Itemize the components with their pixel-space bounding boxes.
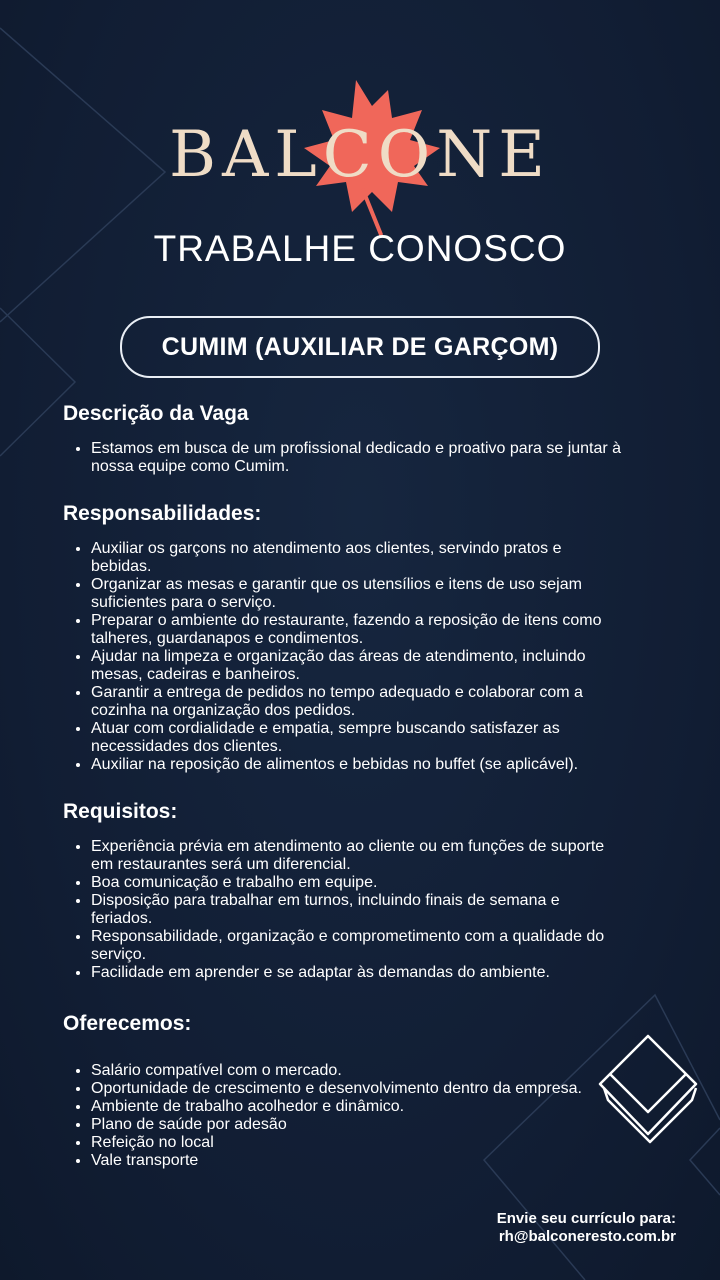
list-item: • Estamos em busca de um profissional dedicado e proativo para se juntar à nossa equipe como Cumim.	[91, 440, 623, 476]
list-item: • Auxiliar na reposição de alimentos e bebidas no buffet (se aplicável).	[91, 756, 623, 774]
offers-heading: Oferecemos:	[63, 1012, 192, 1035]
list-item: • Organizar as mesas e garantir que os utensílios e itens de uso sejam suficientes para o serviço.	[91, 576, 623, 612]
list-item: • Ambiente de trabalho acolhedor e dinâmico.	[91, 1098, 623, 1116]
contact-label: Envie seu currículo para:	[496, 1210, 676, 1227]
list-item: • Experiência prévia em atendimento ao cliente ou em funções de suporte em restaurantes será um diferencial.	[91, 838, 623, 874]
brand-logo-text: BALCONE	[169, 118, 551, 192]
offers-list	[63, 1062, 623, 1170]
offers-section	[63, 1012, 623, 1170]
list-item: • Disposição para trabalhar em turnos, incluindo finais de semana e feriados.	[91, 892, 623, 928]
list-item: • Refeição no local	[91, 1134, 623, 1152]
list-item: • Garantir a entrega de pedidos no tempo adequado e colaborar com a cozinha na organização dos pedidos.	[91, 684, 623, 720]
job-content	[63, 402, 623, 1170]
description-heading: Descrição da Vaga	[63, 402, 249, 425]
list-item: • Facilidade em aprender e se adaptar às demandas do ambiente.	[91, 964, 623, 982]
list-item: • Oportunidade de crescimento e desenvolvimento dentro da empresa.	[91, 1080, 623, 1098]
job-title: CUMIM (AUXILIAR DE GARÇOM)	[161, 332, 559, 361]
list-item: • Ajudar na limpeza e organização das áreas de atendimento, incluindo mesas, cadeiras e banheiros.	[91, 648, 623, 684]
job-title-badge	[120, 316, 600, 378]
responsibilities-heading: Responsabilidades:	[63, 502, 262, 525]
description-list	[63, 440, 623, 476]
requirements-list	[63, 838, 623, 982]
description-section	[63, 402, 623, 476]
contact-email[interactable]: rh@balconeresto.com.br	[498, 1228, 676, 1245]
requirements-section	[63, 800, 623, 982]
list-item: • Responsabilidade, organização e comprometimento com a qualidade do serviço.	[91, 928, 623, 964]
napkin-icon	[592, 1030, 704, 1146]
contact-block	[497, 1210, 676, 1246]
page-subtitle: TRABALHE CONOSCO	[153, 228, 567, 269]
list-item: • Auxiliar os garçons no atendimento aos clientes, servindo pratos e bebidas.	[91, 540, 623, 576]
list-item: • Boa comunicação e trabalho em equipe.	[91, 874, 623, 892]
responsibilities-list	[63, 540, 623, 774]
list-item: • Vale transporte	[91, 1152, 623, 1170]
requirements-heading: Requisitos:	[63, 800, 178, 823]
list-item: • Preparar o ambiente do restaurante, fazendo a reposição de itens como talheres, guardanapos e condimentos.	[91, 612, 623, 648]
list-item: • Plano de saúde por adesão	[91, 1116, 623, 1134]
list-item: • Salário compatível com o mercado.	[91, 1062, 623, 1080]
responsibilities-section	[63, 502, 623, 774]
list-item: • Atuar com cordialidade e empatia, sempre buscando satisfazer as necessidades dos clientes.	[91, 720, 623, 756]
